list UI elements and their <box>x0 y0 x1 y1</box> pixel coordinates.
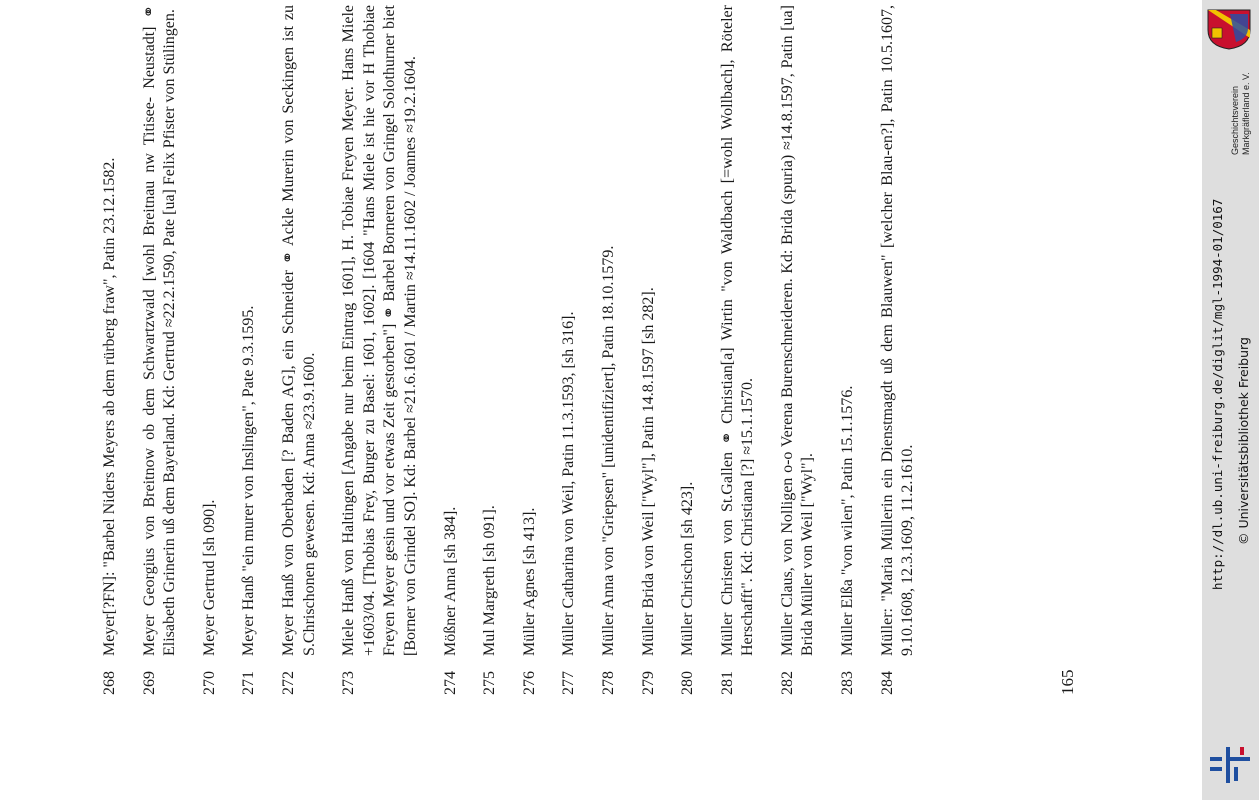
entry-text: Müller Anna von "Griepsen" [unidentifiziert], Patin 18.10.1579. <box>599 245 617 656</box>
entry-number: 274 <box>441 671 459 695</box>
entry-row <box>480 5 501 695</box>
entry-row <box>339 5 421 695</box>
entry-number: 281 <box>718 671 736 695</box>
entry-number: 272 <box>279 671 297 695</box>
entry-row <box>718 5 759 695</box>
entry-row <box>599 5 620 695</box>
entry-number: 280 <box>679 671 697 695</box>
entry-row <box>778 5 819 695</box>
entry-row <box>559 5 580 695</box>
entry-text: Müller Claus, von Nolligen o-o Verena Burenschneideren. Kd: Brida (spuria) ≈14.8.1597, Patin [ua] Brida Müller von Weil ["Wyl"]. <box>778 5 817 656</box>
entry-text: Müller Christen von St.Gallen ⚭ Christian[a] Wirtin "von Waldbach [=wohl Wollbach], Röteler Herschafft". Kd: Christiana [?] ≈15.1.1570. <box>718 5 757 656</box>
entry-row <box>200 5 221 695</box>
entry-text: Meyer Gertrud [sh 090]. <box>200 499 218 656</box>
entry-number: 283 <box>839 671 857 695</box>
entry-text: Müller Brida von Weil ["Wyl"], Patin 14.8.1597 [sh 282]. <box>639 287 657 656</box>
page-number: 165 <box>1058 669 1077 695</box>
entry-text: Mößner Anna [sh 384]. <box>441 506 459 656</box>
entry-row <box>838 5 859 695</box>
entry-text: Müller: "Maria Müllerin ein Dienstmagdt uß dem Blauwen" [welcher Blau-en?], Patin 10.5.1607, 9.10.1608, 12.3.1609, 11.2.1610. <box>878 5 917 656</box>
entry-row <box>639 5 660 695</box>
entry-number: 282 <box>778 671 796 695</box>
entry-text: Müller Elßa "von wilen", Patin 15.1.1576. <box>839 385 857 656</box>
library-logo-icon <box>1208 745 1252 785</box>
entry-row <box>878 5 919 695</box>
entry-number: 278 <box>599 671 617 695</box>
entry-text: Müller Chrischon [sh 423]. <box>679 481 697 656</box>
entry-text: Müller Agnes [sh 413]. <box>520 507 538 656</box>
entry-row <box>100 5 121 695</box>
entry-text: Meyer Georgius von Breitnow ob dem Schwartzwald [wohl Breitnau nw Titisee- Neustadt] ⚭ Elisabeth Grinerin uß dem Bayerland. Kd: Gertrud ≈22.2.1590, Pate [ua] Felix Pfister von Stülingen. <box>140 5 179 656</box>
entry-number: 270 <box>200 671 218 695</box>
entry-row <box>239 5 260 695</box>
entry-text: Meyer[?FN]: "Barbel Niders Meyers ab dem rürberg fraw", Patin 23.12.1582. <box>101 157 118 656</box>
entry-row <box>441 5 462 695</box>
entry-text: Müller Catharina von Weil, Patin 11.3.1593, [sh 316]. <box>560 311 578 656</box>
entry-text: Meyer Hanß von Oberbaden [? Baden AG], ein Schneider ⚭ Ackle Murerin von Seckingen ist zu S.Chrischonen gewesen. Kd: Anna ≈23.9.1600. <box>279 5 318 656</box>
entry-number: 277 <box>560 671 578 695</box>
entry-text: Miele Hanß von Haltingen [Angabe nur beim Eintrag 1601], H. Tobiae Freyen Meyer. Hans Miele +1603/04. [Thobias Frey, Burger zu Basel: 1601, 1602]. [1604 "Hans Miele ist hie vor H Thobiae Freyen Meyer gesin und vor etwas Zeit gestorben"] ⚭ Barbel Borneren von Gringel Solothurner biet [Borner von Grindel SO]. Kd: Barbel ≈21.6.1601 / Martin ≈14.11.1602 / Joannes ≈19.2.1604. <box>340 5 419 656</box>
entry-list <box>100 5 1077 695</box>
entry-row <box>520 5 541 695</box>
entry-text: Mul Margreth [sh 091]. <box>481 505 499 656</box>
society-name-line1: Geschichtsverein <box>1230 85 1240 155</box>
entry-number: 273 <box>340 671 358 695</box>
entry-row <box>279 5 320 695</box>
entry-number: 276 <box>520 671 538 695</box>
entry-row <box>140 5 181 695</box>
entry-text: Meyer Hanß "ein murer von Inslingen", Pate 9.3.1595. <box>240 305 258 656</box>
copyright-notice: © Universitätsbibliothek Freiburg <box>1236 337 1251 545</box>
entry-number: 269 <box>140 671 158 695</box>
entry-number: 271 <box>240 671 258 695</box>
entry-number: 268 <box>101 671 118 695</box>
document-url-link[interactable]: http://dl.ub.uni-freiburg.de/diglit/mgl-1994-01/0167 <box>1210 198 1225 590</box>
entry-number: 284 <box>878 671 896 695</box>
entry-number: 279 <box>639 671 657 695</box>
entry-row <box>678 5 699 695</box>
entry-number: 275 <box>481 671 499 695</box>
society-name-line2: Markgräflerland e. V. <box>1241 72 1251 155</box>
